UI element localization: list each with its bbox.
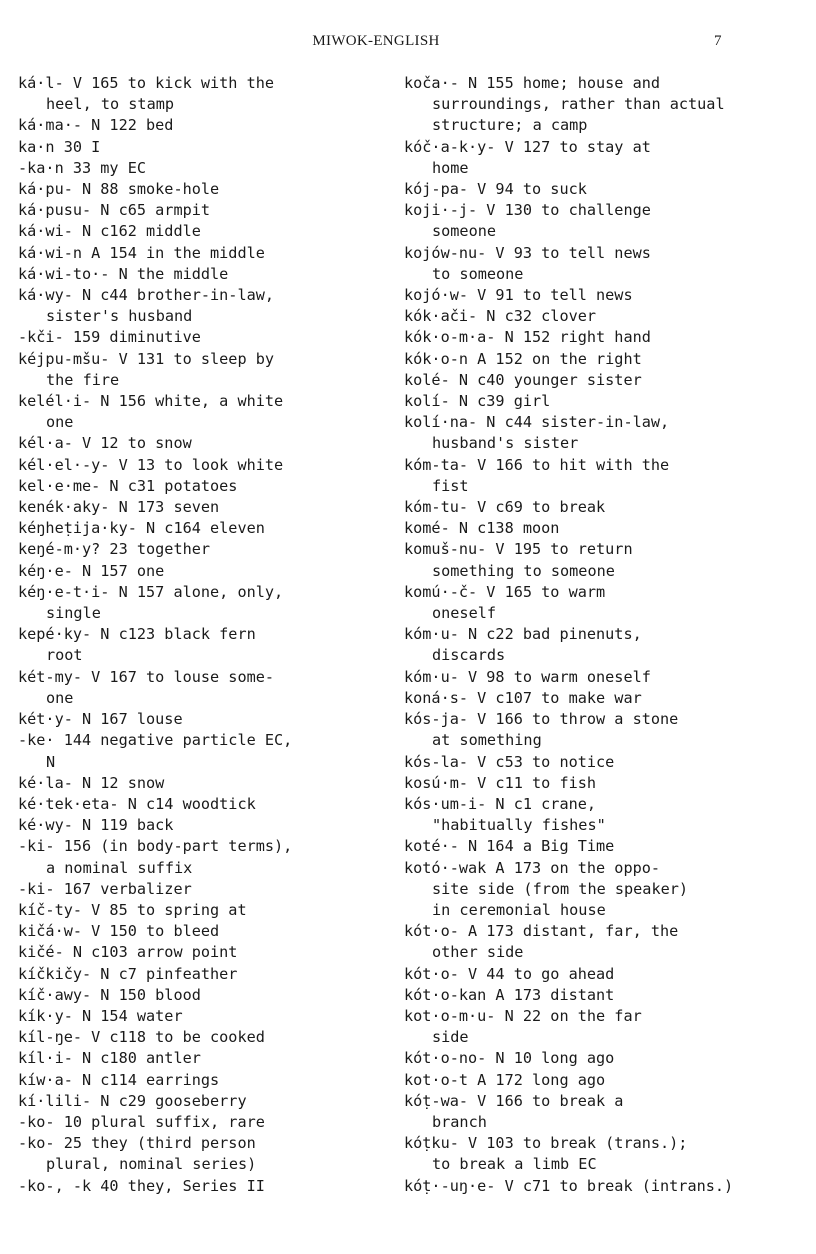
entry-headline: kóm-ta- V 166 to hit with the	[404, 455, 670, 474]
entry-continuation: to break a limb EC	[432, 1155, 597, 1174]
entry-headline: kolí·na- N c44 sister-in-law,	[404, 413, 670, 432]
entry-headline: kóṭku- V 103 to break (trans.);	[404, 1134, 688, 1153]
entry-headline: ká·l- V 165 to kick with the	[18, 74, 275, 92]
entry-headline: kičé- N c103 arrow point	[18, 943, 238, 962]
dictionary-entry	[18, 1027, 388, 1048]
dictionary-entry	[18, 730, 388, 772]
dictionary-entry	[18, 539, 388, 560]
dictionary-entry	[404, 455, 774, 497]
entry-headline: kók·ači- N c32 clover	[404, 307, 597, 326]
entry-headline: kós-la- V c53 to notice	[404, 752, 615, 771]
entry-continuation: home	[432, 158, 469, 177]
dictionary-entry	[404, 752, 774, 773]
entry-continuation: to someone	[432, 264, 524, 283]
dictionary-entry	[404, 137, 774, 179]
entry-headline: kot·o-m·u- N 22 on the far	[404, 1006, 642, 1025]
dictionary-entry	[404, 985, 774, 1006]
dictionary-entry	[18, 942, 388, 963]
entry-headline: kičá·w- V 150 to bleed	[18, 922, 220, 941]
entry-continuation: heel, to stamp	[46, 95, 175, 114]
entry-headline: -ki- 167 verbalizer	[18, 879, 192, 898]
dictionary-entry	[404, 370, 774, 391]
entry-headline: kós·um-i- N c1 crane,	[404, 794, 597, 813]
entry-continuation: "habitually fishes"	[432, 816, 606, 835]
entry-headline: ká·wi-n A 154 in the middle	[18, 243, 265, 262]
dictionary-entry	[404, 539, 774, 581]
entry-continuation: side	[432, 1028, 469, 1047]
entry-headline: kík·y- N 154 water	[18, 1006, 183, 1025]
dictionary-entry	[404, 1048, 774, 1069]
dictionary-entry	[404, 200, 774, 242]
entry-headline: ké·la- N 12 snow	[18, 773, 165, 792]
dictionary-entry	[18, 1070, 388, 1091]
dictionary-entry	[404, 582, 774, 624]
dictionary-entry	[18, 433, 388, 454]
entry-continuation: other side	[432, 943, 524, 962]
dictionary-entry	[404, 1091, 774, 1133]
dictionary-entry	[404, 243, 774, 285]
dictionary-entry	[18, 1176, 388, 1197]
entry-headline: kéŋheṭija·ky- N c164 eleven	[18, 519, 265, 538]
entry-headline: kojó·w- V 91 to tell news	[404, 286, 633, 305]
entry-headline: ká·wy- N c44 brother-in-law,	[18, 286, 275, 305]
entry-continuation: sister's husband	[46, 307, 193, 326]
entry-headline: -ko- 10 plural suffix, rare	[18, 1112, 265, 1131]
entry-continuation: discards	[432, 646, 506, 665]
dictionary-entry	[18, 158, 388, 179]
dictionary-entry	[404, 1176, 774, 1197]
entry-headline: kotó·-wak A 173 on the oppo-	[404, 858, 661, 877]
dictionary-entry	[404, 306, 774, 327]
dictionary-entry	[404, 688, 774, 709]
entry-headline: kolí- N c39 girl	[404, 392, 551, 411]
dictionary-entry	[18, 518, 388, 539]
dictionary-entry	[18, 349, 388, 391]
entry-continuation: the fire	[46, 370, 120, 389]
entry-headline: kíl·i- N c180 antler	[18, 1049, 201, 1068]
dictionary-entry	[18, 921, 388, 942]
entry-headline: ká·wi-to·- N the middle	[18, 264, 229, 283]
entry-headline: koté·- N 164 a Big Time	[404, 837, 615, 856]
entry-continuation: at something	[432, 731, 542, 750]
entry-continuation: root	[46, 646, 83, 665]
dictionary-entry	[18, 1133, 388, 1175]
dictionary-entry	[18, 794, 388, 815]
dictionary-entry	[18, 709, 388, 730]
entry-headline: két·y- N 167 louse	[18, 710, 183, 729]
entry-headline: -ka·n 33 my EC	[18, 158, 147, 177]
entry-continuation: in ceremonial house	[432, 900, 606, 919]
page-number: 7	[714, 33, 722, 49]
left-column	[18, 73, 388, 1197]
entry-continuation: plural, nominal series)	[46, 1155, 257, 1174]
entry-headline: kót·o- A 173 distant, far, the	[404, 922, 679, 941]
dictionary-entry	[18, 1048, 388, 1069]
entry-headline: ká·pusu- N c65 armpit	[18, 201, 211, 220]
entry-headline: kel·e·me- N c31 potatoes	[18, 476, 238, 495]
entry-headline: kél·a- V 12 to snow	[18, 434, 192, 453]
entry-headline: kót·o-kan A 173 distant	[404, 985, 615, 1004]
right-column	[404, 73, 774, 1197]
entry-headline: keŋé-m·y? 23 together	[18, 540, 211, 559]
dictionary-entry	[404, 327, 774, 348]
entry-headline: ká·wi- N c162 middle	[18, 222, 201, 241]
dictionary-entry	[18, 221, 388, 242]
dictionary-entry	[18, 200, 388, 221]
entry-headline: ká·ma·- N 122 bed	[18, 116, 174, 135]
dictionary-entry	[18, 815, 388, 836]
entry-continuation: oneself	[432, 604, 497, 623]
entry-headline: kolé- N c40 younger sister	[404, 370, 642, 389]
dictionary-entry	[404, 794, 774, 836]
dictionary-entry	[404, 1133, 774, 1175]
entry-headline: kél·el·-y- V 13 to look white	[18, 455, 284, 474]
dictionary-entry	[18, 836, 388, 878]
entry-headline: -ke· 144 negative particle EC,	[18, 731, 293, 750]
dictionary-entry	[404, 858, 774, 922]
dictionary-entry	[404, 179, 774, 200]
dictionary-entry	[404, 497, 774, 518]
dictionary-entry	[18, 73, 388, 115]
dictionary-entry	[404, 667, 774, 688]
dictionary-entry	[404, 964, 774, 985]
page-header	[0, 33, 816, 53]
dictionary-entry	[18, 179, 388, 200]
entry-continuation: someone	[432, 222, 497, 241]
entry-headline: kéŋ·e-t·i- N 157 alone, only,	[18, 582, 284, 601]
entry-headline: komé- N c138 moon	[404, 519, 560, 538]
entry-headline: kenék·aky- N 173 seven	[18, 498, 220, 517]
dictionary-entry	[18, 1112, 388, 1133]
entry-headline: kíč·awy- N 150 blood	[18, 985, 201, 1004]
entry-headline: kót·o-no- N 10 long ago	[404, 1049, 615, 1068]
entry-headline: komú·-č- V 165 to warm	[404, 582, 606, 601]
entry-headline: koná·s- V c107 to make war	[404, 688, 642, 707]
entry-headline: kót·o- V 44 to go ahead	[404, 964, 615, 983]
dictionary-entry	[18, 476, 388, 497]
dictionary-entry	[18, 1006, 388, 1027]
dictionary-entry	[18, 964, 388, 985]
entry-continuation: one	[46, 413, 74, 432]
entry-headline: kepé·ky- N c123 black fern	[18, 625, 256, 644]
dictionary-entry	[18, 561, 388, 582]
entry-continuation: structure; a camp	[432, 116, 588, 135]
dictionary-entry	[18, 624, 388, 666]
dictionary-entry	[404, 73, 774, 137]
entry-headline: ké·wy- N 119 back	[18, 816, 174, 835]
entry-continuation: fist	[432, 476, 469, 495]
dictionary-entry	[18, 879, 388, 900]
entry-headline: -ko-, -k 40 they, Series II	[18, 1176, 265, 1195]
entry-continuation: N	[46, 752, 56, 771]
entry-continuation: one	[46, 688, 74, 707]
entry-continuation: a nominal suffix	[46, 858, 193, 877]
entry-headline: kot·o-t A 172 long ago	[404, 1070, 606, 1089]
entry-continuation: surroundings, rather than actual	[432, 95, 725, 114]
dictionary-entry	[18, 1091, 388, 1112]
dictionary-entry	[18, 264, 388, 285]
dictionary-entry	[18, 327, 388, 348]
dictionary-entry	[404, 1006, 774, 1048]
entry-headline: kók·o-m·a- N 152 right hand	[404, 328, 651, 347]
dictionary-entry	[18, 773, 388, 794]
entry-headline: -ki- 156 (in body-part terms),	[18, 837, 293, 856]
dictionary-entry	[404, 624, 774, 666]
dictionary-entry	[18, 667, 388, 709]
entry-headline: kóṭ·-uŋ·e- V c71 to break (intrans.)	[404, 1176, 734, 1195]
entry-headline: koča·- N 155 home; house and	[404, 74, 661, 92]
entry-headline: ká·pu- N 88 smoke-hole	[18, 180, 220, 199]
dictionary-entry	[404, 836, 774, 857]
dictionary-entry	[18, 455, 388, 476]
entry-headline: kóč·a-k·y- V 127 to stay at	[404, 137, 651, 156]
entry-headline: kók·o-n A 152 on the right	[404, 349, 642, 368]
entry-continuation: branch	[432, 1112, 487, 1131]
dictionary-entry	[404, 349, 774, 370]
entry-headline: kíw·a- N c114 earrings	[18, 1070, 220, 1089]
dictionary-entry	[404, 709, 774, 751]
entry-headline: komuš-nu- V 195 to return	[404, 540, 633, 559]
running-title: MIWOK-ENGLISH	[312, 33, 440, 49]
entry-headline: ké·tek·eta- N c14 woodtick	[18, 794, 256, 813]
entry-headline: kóm-tu- V c69 to break	[404, 498, 606, 517]
dictionary-entry	[404, 391, 774, 412]
dictionary-entry	[404, 285, 774, 306]
dictionary-entry	[18, 900, 388, 921]
dictionary-entry	[18, 115, 388, 136]
entry-continuation: something to someone	[432, 561, 615, 580]
entry-headline: kíč-ty- V 85 to spring at	[18, 900, 247, 919]
entry-headline: kojów-nu- V 93 to tell news	[404, 243, 651, 262]
entry-headline: ka·n 30 I	[18, 137, 101, 156]
entry-headline: kój-pa- V 94 to suck	[404, 180, 587, 199]
entry-headline: kí·lili- N c29 gooseberry	[18, 1091, 247, 1110]
entry-headline: kéjpu-mšu- V 131 to sleep by	[18, 349, 275, 368]
entry-continuation: site side (from the speaker)	[432, 879, 689, 898]
entry-headline: kóm·u- V 98 to warm oneself	[404, 667, 651, 686]
entry-headline: kóm·u- N c22 bad pinenuts,	[404, 625, 642, 644]
entry-headline: kóṭ-wa- V 166 to break a	[404, 1091, 624, 1110]
entry-headline: kosú·m- V c11 to fish	[404, 773, 597, 792]
entry-continuation: single	[46, 604, 101, 623]
dictionary-entry	[18, 391, 388, 433]
dictionary-entry	[18, 285, 388, 327]
entry-headline: kós-ja- V 166 to throw a stone	[404, 710, 679, 729]
dictionary-entry	[18, 137, 388, 158]
entry-headline: kelél·i- N 156 white, a white	[18, 392, 284, 411]
dictionary-entry	[18, 243, 388, 264]
entry-headline: két-my- V 167 to louse some-	[18, 667, 275, 686]
entry-headline: kíl-ŋe- V c118 to be cooked	[18, 1028, 265, 1047]
dictionary-entry	[404, 412, 774, 454]
entry-continuation: husband's sister	[432, 434, 579, 453]
dictionary-entry	[18, 985, 388, 1006]
dictionary-entry	[18, 582, 388, 624]
entry-headline: kéŋ·e- N 157 one	[18, 561, 165, 580]
entry-headline: -ko- 25 they (third person	[18, 1134, 256, 1153]
dictionary-entry	[404, 1070, 774, 1091]
dictionary-entry	[404, 921, 774, 963]
entry-headline: kíčkičy- N c7 pinfeather	[18, 964, 238, 983]
dictionary-entry	[404, 518, 774, 539]
entry-headline: -kči- 159 diminutive	[18, 328, 201, 347]
dictionary-entry	[404, 773, 774, 794]
dictionary-entry	[18, 497, 388, 518]
entry-headline: koji·-j- V 130 to challenge	[404, 201, 651, 220]
